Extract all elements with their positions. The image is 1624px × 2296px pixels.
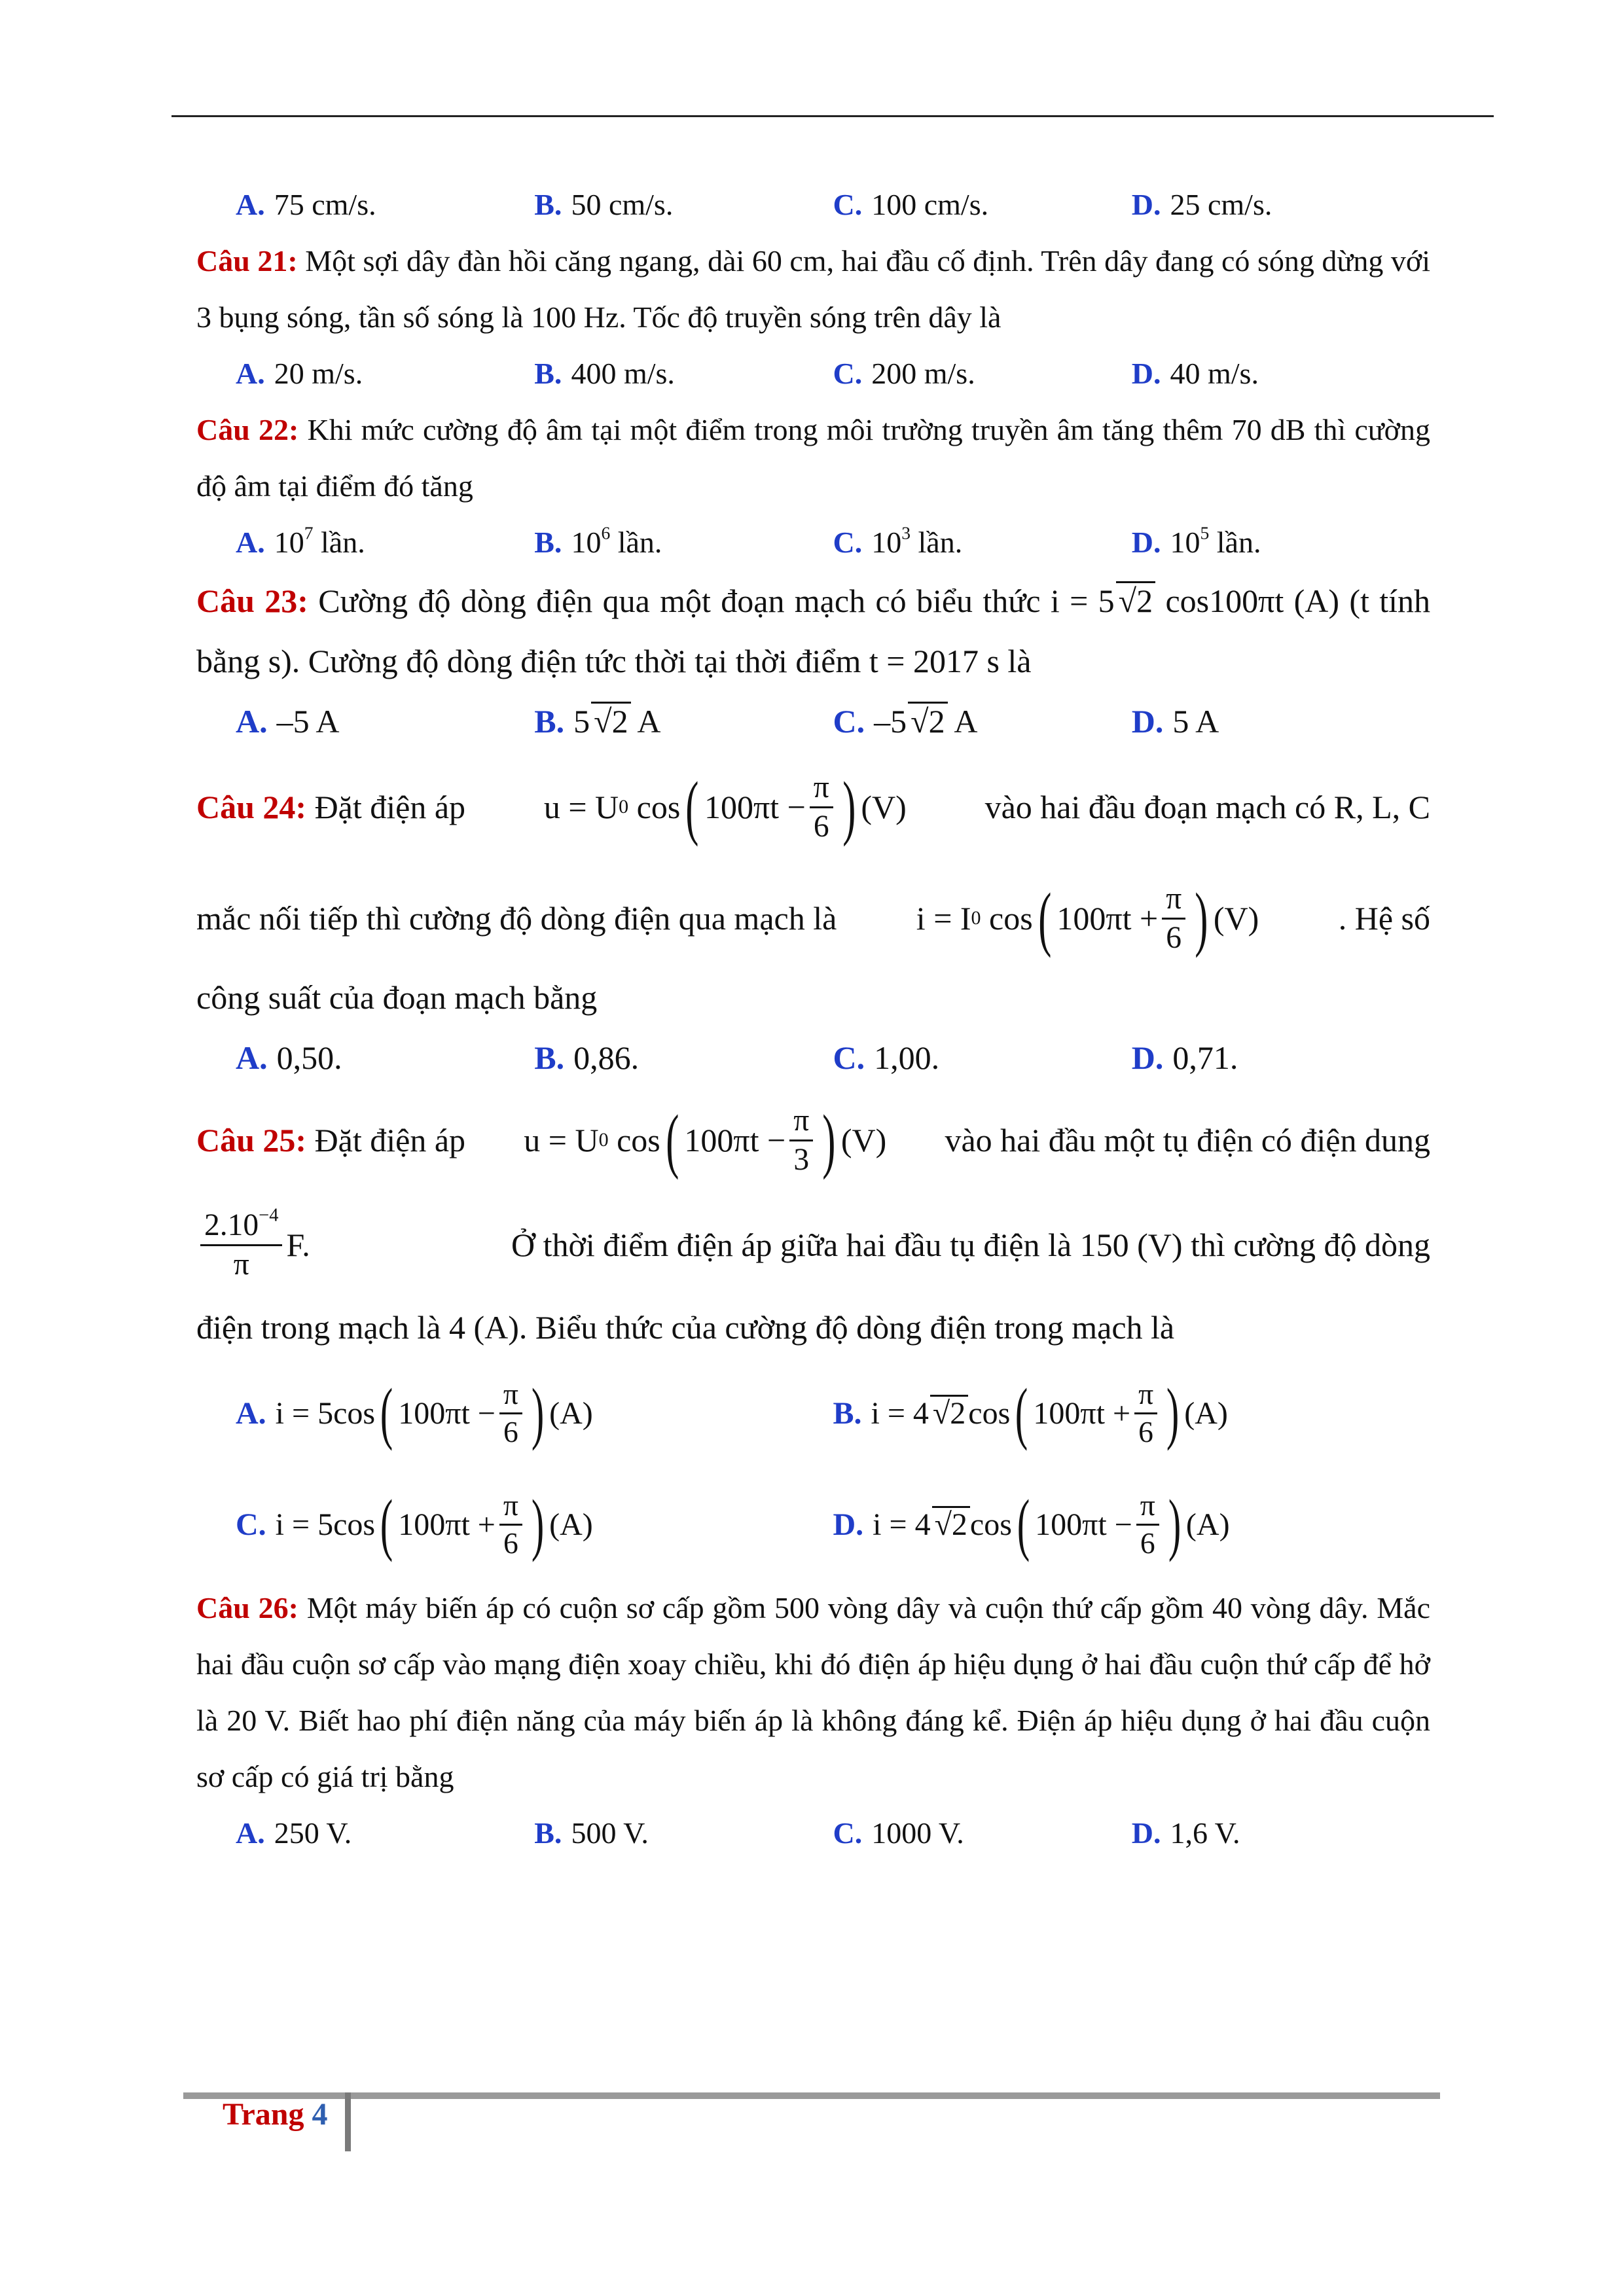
q20-option-c: C. 100 cm/s. xyxy=(833,188,989,221)
q20-option-b: B. 50 cm/s. xyxy=(534,188,674,221)
q23-options xyxy=(196,691,1430,751)
q25-label: Câu 25: xyxy=(196,1122,307,1158)
q25-capacitance: $\frac{2.10^{-4}}{\pi}$ F. xyxy=(196,1207,310,1283)
q25-option-d: D. i = 4 √2 cos ( 100πt − $\frac{\pi}{6}$ ) (A) xyxy=(833,1486,1230,1563)
q23-option-b: B. 5 √2 A xyxy=(534,703,661,740)
q21-question xyxy=(196,233,1430,346)
q26-option-d: D. 1,6 V. xyxy=(1131,1816,1240,1850)
footer-divider xyxy=(345,2092,351,2151)
q22-options xyxy=(196,514,1430,571)
q25-question-line1: Câu 25: Đặt điện áp u = U 0 cos ( 100πt − $\frac{\pi}{3}$ ) (V) vào hai đầu một tụ điện có điện dung xyxy=(196,1100,1430,1180)
q24-option-c: C. 1,00. xyxy=(833,1039,940,1076)
q21-option-d: D. 40 m/s. xyxy=(1131,357,1259,390)
header-rule xyxy=(171,115,1494,117)
footer-rule xyxy=(183,2092,1440,2099)
q21-option-b: B. 400 m/s. xyxy=(534,357,675,390)
page-content xyxy=(196,177,1430,1861)
q26-text: Một máy biến áp có cuộn sơ cấp gồm 500 vòng dây và cuộn thứ cấp gồm 40 vòng dây. Mắc hai đầu cuộn sơ cấp vào mạng điện xoay chiều, khi đó điện áp hiệu dụng ở hai đầu cuộn thứ cấp để hở là 20 V. Biết hao phí điện năng của máy biến áp là không đáng kể. Điện áp hiệu dụng ở hai đầu cuộn sơ cấp có giá trị bằng xyxy=(196,1591,1430,1793)
q25-option-a: A. i = 5cos ( 100πt − $\frac{\pi}{6}$ ) (A) xyxy=(236,1374,593,1452)
q24-options xyxy=(196,1028,1430,1088)
q22-question xyxy=(196,402,1430,514)
q22-label: Câu 22: xyxy=(196,413,299,446)
q24-question-line2: mắc nối tiếp thì cường độ dòng điện qua mạch là i = I 0 cos ( 100πt + $\frac{\pi}{6}$ ) (V) . Hệ số xyxy=(196,878,1430,958)
q24-question-line1: Câu 24: Đặt điện áp u = U 0 cos ( 100πt − $\frac{\pi}{6}$ ) (V) vào hai đầu đoạn mạch có R, L, C xyxy=(196,767,1430,847)
q20-option-a: A. 75 cm/s. xyxy=(236,188,376,221)
q25-question-line3: điện trong mạch là 4 (A). Biểu thức của cường độ dòng điện trong mạch là xyxy=(196,1309,1175,1346)
q26-label: Câu 26: xyxy=(196,1591,298,1624)
q23-option-c: C. –5 √2 A xyxy=(833,703,978,740)
q25-option-b: B. i = 4 √2 cos ( 100πt + $\frac{\pi}{6}$ ) (A) xyxy=(833,1374,1228,1452)
q24-option-a: A. 0,50. xyxy=(236,1039,342,1076)
q20-option-d: D. 25 cm/s. xyxy=(1131,188,1272,221)
q21-option-a: A. 20 m/s. xyxy=(236,357,363,390)
q24-option-b: B. 0,86. xyxy=(534,1039,640,1076)
sqrt-symbol: √2 xyxy=(1116,581,1155,619)
q22-option-c: C. $10^3$ lần. xyxy=(833,522,963,559)
q24-voltage-formula: u = U 0 cos ( 100πt − $\frac{\pi}{6}$ ) (V) xyxy=(543,767,907,847)
q26-question xyxy=(196,1580,1430,1805)
q26-option-b: B. 500 V. xyxy=(534,1816,649,1850)
page-footer xyxy=(223,2091,327,2138)
q21-option-c: C. 200 m/s. xyxy=(833,357,975,390)
q23-question: Câu 23: Cường độ dòng điện qua một đoạn mạch có biểu thức i = 5 √2 cos100πt (A) (t tính bằng s). Cường độ dòng điện tức thời tại thời điểm t = 2017 s là xyxy=(196,583,1431,679)
q23-label: Câu 23: xyxy=(196,583,308,619)
q25-options-row2 xyxy=(196,1469,1430,1580)
q21-text: Một sợi dây đàn hồi căng ngang, dài 60 cm, hai đầu cố định. Trên dây đang có sóng dừng với 3 bụng sóng, tần số sóng là 100 Hz. Tốc độ truyền sóng trên dây là xyxy=(196,244,1430,334)
footer-label: Trang xyxy=(223,2097,304,2132)
q26-option-a: A. 250 V. xyxy=(236,1816,352,1850)
q26-options xyxy=(196,1805,1430,1861)
page-number: 4 xyxy=(312,2097,328,2132)
q24-question-line3: công suất của đoạn mạch bằng xyxy=(196,979,598,1016)
q23-option-d: D. 5 A xyxy=(1131,703,1219,740)
q25-options-row1 xyxy=(196,1357,1430,1469)
q22-text: Khi mức cường độ âm tại một điểm trong môi trường truyền âm tăng thêm 70 dB thì cường độ âm tại điểm đó tăng xyxy=(196,413,1431,503)
q25-question-line2: $\frac{2.10^{-4}}{\pi}$ F. Ở thời điểm điện áp giữa hai đầu tụ điện là 150 (V) thì cường độ dòng xyxy=(196,1193,1430,1297)
q24-label: Câu 24: xyxy=(196,789,307,825)
q24-option-d: D. 0,71. xyxy=(1131,1039,1238,1076)
q24-current-formula: i = I 0 cos ( 100πt + $\frac{\pi}{6}$ ) (V) xyxy=(916,878,1259,958)
q22-option-a: A. $10^7$ lần. xyxy=(236,522,365,559)
q22-option-b: B. $10^6$ lần. xyxy=(534,522,662,559)
q26-option-c: C. 1000 V. xyxy=(833,1816,964,1850)
q23-option-a: A. –5 A xyxy=(236,703,340,740)
q20-options xyxy=(196,177,1430,233)
q25-option-c: C. i = 5cos ( 100πt + $\frac{\pi}{6}$ ) (A) xyxy=(236,1486,593,1563)
q22-option-d: D. $10^5$ lần. xyxy=(1131,522,1261,559)
q25-voltage-formula: u = U 0 cos ( 100πt − $\frac{\pi}{3}$ ) (V) xyxy=(524,1100,887,1180)
q21-label: Câu 21: xyxy=(196,244,298,278)
q21-options xyxy=(196,346,1430,402)
